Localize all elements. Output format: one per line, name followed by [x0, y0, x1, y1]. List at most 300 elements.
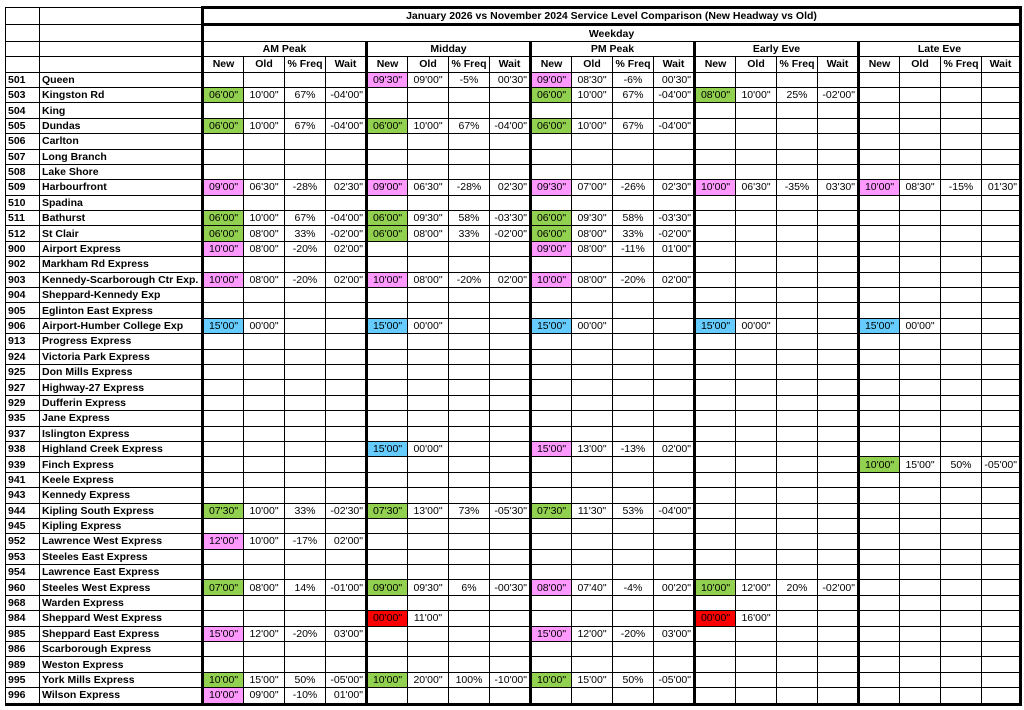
- route-name: Sheppard East Express: [40, 626, 203, 641]
- cell-new: [367, 303, 408, 318]
- cell-wait: [490, 164, 531, 179]
- cell-wait: [326, 318, 367, 333]
- cell-wait: 00'30": [654, 72, 695, 87]
- cell-wait: [490, 549, 531, 564]
- cell-old: [572, 457, 613, 472]
- cell-new: [531, 534, 572, 549]
- cell-new: [203, 642, 244, 657]
- cell-freq: [613, 318, 654, 333]
- cell-freq: [449, 441, 490, 456]
- cell-freq: [613, 149, 654, 164]
- cell-old: [408, 518, 449, 533]
- cell-wait: [982, 380, 1021, 395]
- cell-new: [859, 226, 900, 241]
- cell-new: 06'00": [367, 211, 408, 226]
- route-name: Markham Rd Express: [40, 257, 203, 272]
- table-row: [6, 272, 1021, 287]
- cell-wait: [982, 472, 1021, 487]
- cell-wait: [982, 395, 1021, 410]
- cell-old: [244, 642, 285, 657]
- cell-wait: -05'00": [982, 457, 1021, 472]
- cell-freq: -26%: [613, 180, 654, 195]
- cell-old: [736, 595, 777, 610]
- cell-wait: [982, 626, 1021, 641]
- cell-wait: [982, 195, 1021, 210]
- cell-wait: [982, 257, 1021, 272]
- cell-old: 10'00": [244, 503, 285, 518]
- cell-old: [408, 380, 449, 395]
- cell-old: 20'00": [408, 672, 449, 687]
- cell-wait: [654, 395, 695, 410]
- cell-freq: [449, 334, 490, 349]
- cell-new: [859, 672, 900, 687]
- cell-freq: [777, 549, 818, 564]
- cell-wait: [490, 395, 531, 410]
- cell-freq: -10%: [285, 688, 326, 704]
- cell-wait: [818, 226, 859, 241]
- cell-old: [244, 134, 285, 149]
- cell-new: [695, 257, 736, 272]
- route-name: Warden Express: [40, 595, 203, 610]
- cell-new: [531, 257, 572, 272]
- route-name: Harbourfront: [40, 180, 203, 195]
- table-row: [6, 534, 1021, 549]
- cell-new: [203, 426, 244, 441]
- cell-new: [367, 395, 408, 410]
- route-name: Airport-Humber College Exp: [40, 318, 203, 333]
- cell-new: [859, 195, 900, 210]
- cell-old: 09'30": [572, 211, 613, 226]
- cell-new: 15'00": [367, 318, 408, 333]
- cell-new: [367, 472, 408, 487]
- cell-new: 15'00": [859, 318, 900, 333]
- cell-wait: [654, 364, 695, 379]
- cell-wait: -04'00": [490, 118, 531, 133]
- cell-wait: [326, 303, 367, 318]
- cell-new: [695, 441, 736, 456]
- cell-old: [900, 349, 941, 364]
- corner-cell: [40, 8, 203, 25]
- cell-wait: [818, 472, 859, 487]
- day-type-header: Weekday: [203, 25, 1021, 41]
- cell-freq: 14%: [285, 580, 326, 595]
- table-row: [6, 164, 1021, 179]
- cell-old: [736, 549, 777, 564]
- cell-old: [736, 534, 777, 549]
- cell-old: 13'00": [572, 441, 613, 456]
- cell-new: 10'00": [695, 580, 736, 595]
- cell-old: [900, 565, 941, 580]
- cell-new: [203, 595, 244, 610]
- cell-wait: [982, 364, 1021, 379]
- cell-freq: [941, 257, 982, 272]
- cell-wait: [818, 626, 859, 641]
- cell-wait: [982, 657, 1021, 672]
- cell-old: [572, 395, 613, 410]
- cell-old: [736, 642, 777, 657]
- cell-old: [244, 349, 285, 364]
- corner-cell: [6, 8, 40, 25]
- cell-old: [244, 488, 285, 503]
- cell-wait: [326, 426, 367, 441]
- cell-freq: -28%: [449, 180, 490, 195]
- cell-new: [695, 303, 736, 318]
- cell-new: [203, 441, 244, 456]
- cell-wait: [818, 518, 859, 533]
- cell-old: 08'30": [572, 72, 613, 87]
- cell-wait: 02'00": [326, 534, 367, 549]
- cell-freq: [777, 334, 818, 349]
- cell-new: [531, 411, 572, 426]
- table-row: [6, 595, 1021, 610]
- cell-wait: [982, 503, 1021, 518]
- cell-freq: [285, 395, 326, 410]
- route-number: 503: [6, 87, 40, 102]
- cell-old: 12'00": [244, 626, 285, 641]
- cell-old: [572, 134, 613, 149]
- cell-wait: 01'30": [982, 180, 1021, 195]
- cell-old: [244, 288, 285, 303]
- cell-old: [736, 164, 777, 179]
- route-name: Victoria Park Express: [40, 349, 203, 364]
- cell-wait: [654, 318, 695, 333]
- cell-wait: [326, 488, 367, 503]
- cell-freq: -11%: [613, 241, 654, 256]
- table-row: [6, 303, 1021, 318]
- cell-wait: [326, 334, 367, 349]
- cell-wait: 02'00": [654, 441, 695, 456]
- cell-freq: [941, 272, 982, 287]
- cell-new: [695, 457, 736, 472]
- cell-freq: [285, 103, 326, 118]
- cell-freq: [285, 149, 326, 164]
- cell-wait: [326, 72, 367, 87]
- cell-old: [736, 426, 777, 441]
- cell-wait: [654, 411, 695, 426]
- cell-wait: -03'30": [490, 211, 531, 226]
- cell-new: [367, 288, 408, 303]
- period-header-early-eve: Early Eve: [695, 41, 859, 56]
- cell-old: [900, 364, 941, 379]
- cell-wait: -02'00": [818, 580, 859, 595]
- cell-old: [408, 364, 449, 379]
- cell-freq: [777, 303, 818, 318]
- cell-freq: [449, 318, 490, 333]
- cell-wait: [326, 411, 367, 426]
- cell-freq: [449, 103, 490, 118]
- cell-freq: [449, 657, 490, 672]
- cell-freq: [777, 503, 818, 518]
- cell-freq: [449, 380, 490, 395]
- cell-new: 10'00": [203, 272, 244, 287]
- cell-freq: [613, 395, 654, 410]
- cell-old: 11'30": [572, 503, 613, 518]
- cell-wait: [326, 457, 367, 472]
- cell-freq: -13%: [613, 441, 654, 456]
- cell-wait: [326, 395, 367, 410]
- cell-freq: [941, 534, 982, 549]
- cell-freq: [285, 303, 326, 318]
- table-title: January 2026 vs November 2024 Service Level Comparison (New Headway vs Old): [203, 8, 1021, 25]
- table-row: [6, 672, 1021, 687]
- cell-freq: -20%: [613, 626, 654, 641]
- cell-wait: [982, 288, 1021, 303]
- cell-freq: [941, 441, 982, 456]
- route-number: 944: [6, 503, 40, 518]
- cell-wait: [490, 134, 531, 149]
- cell-old: [736, 411, 777, 426]
- cell-new: [367, 642, 408, 657]
- table-row: [6, 349, 1021, 364]
- cell-new: 06'00": [367, 118, 408, 133]
- cell-new: [695, 364, 736, 379]
- cell-wait: [490, 195, 531, 210]
- cell-freq: [613, 257, 654, 272]
- cell-new: 10'00": [859, 180, 900, 195]
- cell-freq: [777, 672, 818, 687]
- cell-freq: 58%: [613, 211, 654, 226]
- route-name: Dundas: [40, 118, 203, 133]
- cell-new: [695, 334, 736, 349]
- cell-wait: [982, 149, 1021, 164]
- cell-wait: [818, 149, 859, 164]
- cell-wait: [326, 657, 367, 672]
- cell-freq: [613, 411, 654, 426]
- route-name: Kipling South Express: [40, 503, 203, 518]
- cell-freq: [449, 565, 490, 580]
- route-number: 509: [6, 180, 40, 195]
- cell-wait: -05'00": [326, 672, 367, 687]
- subheader-new: New: [367, 57, 408, 72]
- cell-old: [572, 257, 613, 272]
- route-number: 510: [6, 195, 40, 210]
- cell-new: [859, 349, 900, 364]
- cell-freq: -15%: [941, 180, 982, 195]
- cell-old: 10'00": [572, 118, 613, 133]
- cell-freq: [285, 549, 326, 564]
- route-number: 924: [6, 349, 40, 364]
- route-number: 903: [6, 272, 40, 287]
- cell-new: [859, 272, 900, 287]
- cell-wait: [982, 441, 1021, 456]
- cell-old: [408, 134, 449, 149]
- cell-old: [408, 103, 449, 118]
- cell-new: [531, 149, 572, 164]
- subheader-new: New: [859, 57, 900, 72]
- cell-freq: [613, 611, 654, 626]
- cell-old: [900, 642, 941, 657]
- corner-cell: [40, 57, 203, 72]
- cell-new: [367, 364, 408, 379]
- cell-new: 15'00": [531, 441, 572, 456]
- cell-freq: [449, 642, 490, 657]
- cell-old: [736, 503, 777, 518]
- cell-freq: [613, 534, 654, 549]
- cell-new: [367, 195, 408, 210]
- route-name: Kipling Express: [40, 518, 203, 533]
- cell-freq: [777, 72, 818, 87]
- cell-new: [695, 103, 736, 118]
- cell-old: [736, 626, 777, 641]
- cell-new: [367, 334, 408, 349]
- cell-old: [572, 303, 613, 318]
- cell-freq: [941, 164, 982, 179]
- cell-new: [859, 626, 900, 641]
- cell-wait: [818, 395, 859, 410]
- cell-wait: [654, 303, 695, 318]
- cell-freq: [285, 334, 326, 349]
- cell-new: [695, 672, 736, 687]
- cell-new: 10'00": [367, 272, 408, 287]
- table-row: [6, 118, 1021, 133]
- cell-old: 16'00": [736, 611, 777, 626]
- cell-new: [367, 134, 408, 149]
- cell-old: 10'00": [244, 87, 285, 102]
- table-row: [6, 241, 1021, 256]
- cell-new: [203, 549, 244, 564]
- cell-new: 15'00": [367, 441, 408, 456]
- cell-old: [900, 134, 941, 149]
- cell-freq: [777, 149, 818, 164]
- cell-old: [736, 118, 777, 133]
- cell-freq: -28%: [285, 180, 326, 195]
- cell-old: [572, 426, 613, 441]
- route-number: 507: [6, 149, 40, 164]
- cell-wait: [818, 272, 859, 287]
- route-number: 900: [6, 241, 40, 256]
- route-name: Kennedy-Scarborough Ctr Exp.: [40, 272, 203, 287]
- cell-freq: -35%: [777, 180, 818, 195]
- cell-new: [531, 303, 572, 318]
- cell-wait: -10'00": [490, 672, 531, 687]
- cell-new: [859, 426, 900, 441]
- cell-freq: [285, 565, 326, 580]
- cell-old: [572, 364, 613, 379]
- period-header-late-eve: Late Eve: [859, 41, 1021, 56]
- cell-new: [367, 411, 408, 426]
- route-number: 913: [6, 334, 40, 349]
- cell-freq: [613, 472, 654, 487]
- cell-old: 10'00": [408, 118, 449, 133]
- route-number: 943: [6, 488, 40, 503]
- cell-freq: [449, 195, 490, 210]
- cell-old: [244, 364, 285, 379]
- cell-old: [408, 334, 449, 349]
- cell-old: [736, 134, 777, 149]
- cell-old: [244, 657, 285, 672]
- cell-new: [367, 241, 408, 256]
- cell-new: 10'00": [367, 672, 408, 687]
- cell-freq: [613, 380, 654, 395]
- cell-wait: [326, 380, 367, 395]
- subheader-wait: Wait: [818, 57, 859, 72]
- cell-old: [900, 303, 941, 318]
- cell-new: 15'00": [695, 318, 736, 333]
- cell-wait: -01'00": [326, 580, 367, 595]
- cell-wait: [982, 134, 1021, 149]
- cell-freq: [613, 134, 654, 149]
- cell-wait: [982, 349, 1021, 364]
- cell-freq: [613, 426, 654, 441]
- cell-new: 00'00": [367, 611, 408, 626]
- cell-old: [736, 257, 777, 272]
- cell-freq: -20%: [285, 272, 326, 287]
- cell-freq: [941, 595, 982, 610]
- cell-new: [367, 87, 408, 102]
- cell-freq: [449, 457, 490, 472]
- cell-old: [408, 195, 449, 210]
- cell-old: [900, 103, 941, 118]
- cell-new: [531, 134, 572, 149]
- cell-wait: [818, 488, 859, 503]
- cell-freq: [941, 426, 982, 441]
- cell-freq: 50%: [613, 672, 654, 687]
- cell-new: [859, 364, 900, 379]
- cell-new: [203, 134, 244, 149]
- cell-new: [859, 103, 900, 118]
- cell-wait: [982, 672, 1021, 687]
- cell-wait: [326, 642, 367, 657]
- cell-freq: [941, 103, 982, 118]
- cell-new: [695, 164, 736, 179]
- cell-new: [367, 164, 408, 179]
- cell-wait: -05'00": [654, 672, 695, 687]
- cell-new: 09'00": [367, 580, 408, 595]
- cell-wait: [326, 103, 367, 118]
- cell-wait: [818, 549, 859, 564]
- cell-new: 10'00": [203, 672, 244, 687]
- cell-freq: [777, 441, 818, 456]
- cell-wait: [490, 411, 531, 426]
- cell-wait: [818, 211, 859, 226]
- cell-old: [244, 103, 285, 118]
- cell-new: [203, 411, 244, 426]
- cell-freq: [449, 549, 490, 564]
- cell-new: [859, 441, 900, 456]
- cell-new: 06'00": [367, 226, 408, 241]
- cell-freq: 67%: [613, 87, 654, 102]
- cell-new: 15'00": [531, 318, 572, 333]
- subheader-new: New: [531, 57, 572, 72]
- cell-freq: [941, 503, 982, 518]
- table-row: [6, 411, 1021, 426]
- cell-old: [736, 149, 777, 164]
- cell-old: [408, 457, 449, 472]
- cell-wait: [490, 611, 531, 626]
- cell-freq: [449, 595, 490, 610]
- cell-new: [203, 395, 244, 410]
- cell-new: [695, 149, 736, 164]
- cell-old: [900, 87, 941, 102]
- cell-new: 07'00": [203, 580, 244, 595]
- cell-new: [531, 364, 572, 379]
- cell-freq: [777, 611, 818, 626]
- cell-freq: [613, 518, 654, 533]
- cell-wait: [818, 364, 859, 379]
- cell-new: 10'00": [203, 688, 244, 704]
- cell-wait: [982, 426, 1021, 441]
- cell-freq: [613, 288, 654, 303]
- table-row: [6, 441, 1021, 456]
- cell-freq: [777, 395, 818, 410]
- cell-old: [408, 488, 449, 503]
- cell-old: [900, 380, 941, 395]
- route-name: Sheppard West Express: [40, 611, 203, 626]
- cell-new: [695, 426, 736, 441]
- corner-cell: [6, 41, 40, 56]
- cell-old: 07'40": [572, 580, 613, 595]
- subheader-old: Old: [900, 57, 941, 72]
